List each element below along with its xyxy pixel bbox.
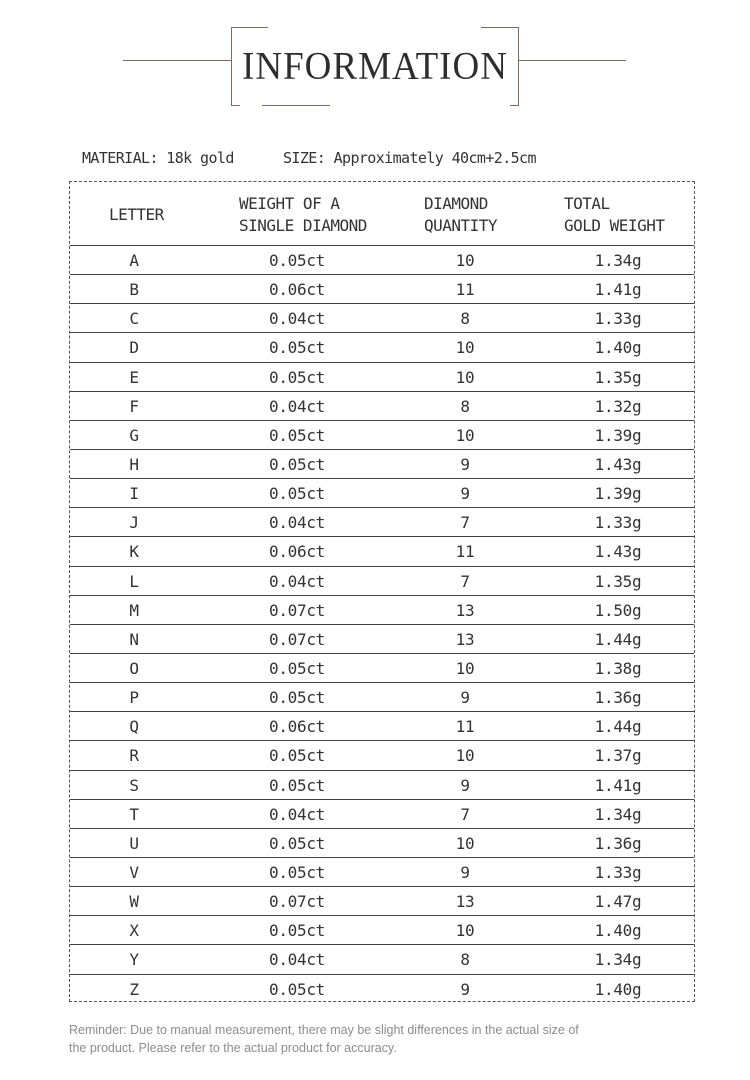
table-row bbox=[70, 246, 694, 275]
header-letter: LETTER bbox=[109, 205, 164, 224]
cell-diamond-weight: 0.05ct bbox=[269, 775, 325, 795]
header-single-diamond-weight: WEIGHT OF A SINGLE DIAMOND bbox=[239, 194, 367, 235]
cell-diamond-weight: 0.05ct bbox=[269, 454, 325, 474]
cell-diamond-weight: 0.04ct bbox=[269, 513, 325, 533]
cell-diamond-weight: 0.06ct bbox=[269, 717, 325, 737]
cell-diamond-quantity: 9 bbox=[460, 484, 470, 504]
cell-letter: S bbox=[129, 775, 139, 795]
cell-diamond-weight: 0.07ct bbox=[269, 892, 325, 912]
table-row bbox=[70, 858, 694, 887]
title-banner bbox=[0, 0, 750, 120]
cell-diamond-weight: 0.07ct bbox=[269, 600, 325, 620]
cell-gold-weight: 1.39g bbox=[594, 484, 642, 504]
table-row bbox=[70, 479, 694, 508]
cell-diamond-weight: 0.04ct bbox=[269, 804, 325, 824]
cell-diamond-quantity: 13 bbox=[455, 600, 475, 620]
cell-letter: L bbox=[129, 571, 139, 591]
cell-gold-weight: 1.40g bbox=[594, 338, 642, 358]
cell-letter: V bbox=[129, 862, 139, 882]
cell-diamond-quantity: 9 bbox=[460, 862, 470, 882]
cell-diamond-quantity: 10 bbox=[455, 833, 475, 853]
cell-diamond-weight: 0.05ct bbox=[269, 833, 325, 853]
cell-diamond-weight: 0.05ct bbox=[269, 688, 325, 708]
cell-gold-weight: 1.33g bbox=[594, 513, 642, 533]
cell-diamond-weight: 0.05ct bbox=[269, 338, 325, 358]
cell-letter: K bbox=[129, 542, 139, 562]
cell-diamond-quantity: 9 bbox=[460, 688, 470, 708]
cell-letter: J bbox=[129, 513, 139, 533]
cell-diamond-weight: 0.07ct bbox=[269, 629, 325, 649]
cell-diamond-quantity: 10 bbox=[455, 658, 475, 678]
cell-diamond-quantity: 7 bbox=[460, 804, 470, 824]
cell-gold-weight: 1.40g bbox=[594, 921, 642, 941]
cell-letter: C bbox=[129, 309, 139, 329]
material-spec: MATERIAL: 18k gold bbox=[82, 149, 234, 167]
cell-diamond-weight: 0.06ct bbox=[269, 280, 325, 300]
cell-diamond-quantity: 10 bbox=[455, 251, 475, 270]
cell-gold-weight: 1.36g bbox=[594, 688, 642, 708]
table-row bbox=[70, 596, 694, 625]
cell-diamond-quantity: 10 bbox=[455, 425, 475, 445]
reminder-note: Reminder: Due to manual measurement, there may be slight differences in the actual size of the product. Please refer to the actual product for accuracy. bbox=[69, 1023, 579, 1055]
cell-gold-weight: 1.50g bbox=[594, 600, 642, 620]
table-row bbox=[70, 800, 694, 829]
cell-letter: P bbox=[129, 688, 139, 708]
cell-diamond-quantity: 13 bbox=[455, 892, 475, 912]
cell-letter: F bbox=[129, 396, 139, 416]
cell-diamond-quantity: 11 bbox=[455, 717, 475, 737]
cell-letter: B bbox=[129, 280, 139, 300]
cell-diamond-quantity: 7 bbox=[460, 513, 470, 533]
product-specs bbox=[82, 149, 536, 167]
table-row bbox=[70, 654, 694, 683]
cell-gold-weight: 1.33g bbox=[594, 309, 642, 329]
table-body bbox=[70, 246, 694, 1004]
cell-gold-weight: 1.43g bbox=[594, 542, 642, 562]
cell-gold-weight: 1.39g bbox=[594, 425, 642, 445]
cell-gold-weight: 1.34g bbox=[594, 804, 642, 824]
table-row bbox=[70, 450, 694, 479]
cell-letter: M bbox=[129, 600, 139, 620]
table-row bbox=[70, 625, 694, 654]
table-row bbox=[70, 275, 694, 304]
header-total-gold-weight: TOTAL GOLD WEIGHT bbox=[564, 194, 665, 235]
cell-gold-weight: 1.41g bbox=[594, 280, 642, 300]
cell-gold-weight: 1.44g bbox=[594, 717, 642, 737]
cell-diamond-weight: 0.05ct bbox=[269, 862, 325, 882]
table-row bbox=[70, 333, 694, 362]
cell-letter: E bbox=[129, 367, 139, 387]
table-row bbox=[70, 421, 694, 450]
cell-gold-weight: 1.36g bbox=[594, 833, 642, 853]
cell-diamond-quantity: 9 bbox=[460, 454, 470, 474]
cell-gold-weight: 1.37g bbox=[594, 746, 642, 766]
cell-gold-weight: 1.40g bbox=[594, 979, 642, 999]
cell-diamond-quantity: 13 bbox=[455, 629, 475, 649]
cell-letter: O bbox=[129, 658, 139, 678]
cell-gold-weight: 1.32g bbox=[594, 396, 642, 416]
table-row bbox=[70, 945, 694, 974]
cell-diamond-quantity: 11 bbox=[455, 542, 475, 562]
cell-letter: T bbox=[129, 804, 139, 824]
cell-gold-weight: 1.35g bbox=[594, 571, 642, 591]
cell-letter: X bbox=[129, 921, 139, 941]
cell-gold-weight: 1.41g bbox=[594, 775, 642, 795]
cell-gold-weight: 1.34g bbox=[594, 251, 642, 270]
cell-diamond-quantity: 8 bbox=[460, 309, 470, 329]
table-row bbox=[70, 887, 694, 916]
cell-letter: Z bbox=[129, 979, 139, 999]
cell-diamond-quantity: 8 bbox=[460, 396, 470, 416]
title-rule-right bbox=[518, 60, 626, 61]
cell-diamond-weight: 0.05ct bbox=[269, 921, 325, 941]
cell-diamond-weight: 0.05ct bbox=[269, 979, 325, 999]
cell-letter: I bbox=[129, 484, 139, 504]
cell-letter: W bbox=[129, 892, 139, 912]
page-title: INFORMATION bbox=[242, 44, 508, 89]
cell-diamond-quantity: 9 bbox=[460, 979, 470, 999]
cell-gold-weight: 1.34g bbox=[594, 950, 642, 970]
cell-diamond-quantity: 11 bbox=[455, 280, 475, 300]
cell-diamond-weight: 0.05ct bbox=[269, 425, 325, 445]
cell-diamond-weight: 0.05ct bbox=[269, 251, 325, 270]
cell-letter: N bbox=[129, 629, 139, 649]
table-row bbox=[70, 771, 694, 800]
table-row bbox=[70, 508, 694, 537]
cell-diamond-weight: 0.05ct bbox=[269, 746, 325, 766]
cell-diamond-weight: 0.04ct bbox=[269, 571, 325, 591]
cell-diamond-weight: 0.06ct bbox=[269, 542, 325, 562]
cell-diamond-quantity: 9 bbox=[460, 775, 470, 795]
table-row bbox=[70, 916, 694, 945]
table-header bbox=[70, 182, 694, 246]
table-row bbox=[70, 741, 694, 770]
table-row bbox=[70, 304, 694, 333]
cell-diamond-weight: 0.04ct bbox=[269, 309, 325, 329]
table-row bbox=[70, 712, 694, 741]
cell-diamond-quantity: 8 bbox=[460, 950, 470, 970]
cell-gold-weight: 1.38g bbox=[594, 658, 642, 678]
cell-diamond-weight: 0.04ct bbox=[269, 396, 325, 416]
table-row bbox=[70, 537, 694, 566]
table-row bbox=[70, 567, 694, 596]
cell-gold-weight: 1.35g bbox=[594, 367, 642, 387]
cell-letter: R bbox=[129, 746, 139, 766]
cell-diamond-weight: 0.04ct bbox=[269, 950, 325, 970]
cell-letter: Q bbox=[129, 717, 139, 737]
cell-letter: A bbox=[129, 251, 139, 270]
table-row bbox=[70, 975, 694, 1004]
cell-letter: G bbox=[129, 425, 139, 445]
cell-diamond-quantity: 10 bbox=[455, 338, 475, 358]
cell-diamond-quantity: 7 bbox=[460, 571, 470, 591]
cell-gold-weight: 1.44g bbox=[594, 629, 642, 649]
cell-diamond-quantity: 10 bbox=[455, 746, 475, 766]
table-row bbox=[70, 392, 694, 421]
cell-letter: Y bbox=[129, 950, 139, 970]
cell-diamond-weight: 0.05ct bbox=[269, 484, 325, 504]
cell-gold-weight: 1.43g bbox=[594, 454, 642, 474]
size-spec: SIZE: Approximately 40cm+2.5cm bbox=[283, 149, 536, 167]
cell-diamond-quantity: 10 bbox=[455, 921, 475, 941]
table-row bbox=[70, 683, 694, 712]
cell-gold-weight: 1.47g bbox=[594, 892, 642, 912]
cell-letter: H bbox=[129, 454, 139, 474]
table-row bbox=[70, 829, 694, 858]
cell-gold-weight: 1.33g bbox=[594, 862, 642, 882]
cell-letter: D bbox=[129, 338, 139, 358]
cell-diamond-weight: 0.05ct bbox=[269, 658, 325, 678]
title-rule-left bbox=[123, 60, 231, 61]
cell-diamond-quantity: 10 bbox=[455, 367, 475, 387]
cell-letter: U bbox=[129, 833, 139, 853]
header-diamond-quantity: DIAMOND QUANTITY bbox=[424, 194, 498, 235]
cell-diamond-weight: 0.05ct bbox=[269, 367, 325, 387]
info-table bbox=[69, 181, 695, 1002]
table-row bbox=[70, 363, 694, 392]
